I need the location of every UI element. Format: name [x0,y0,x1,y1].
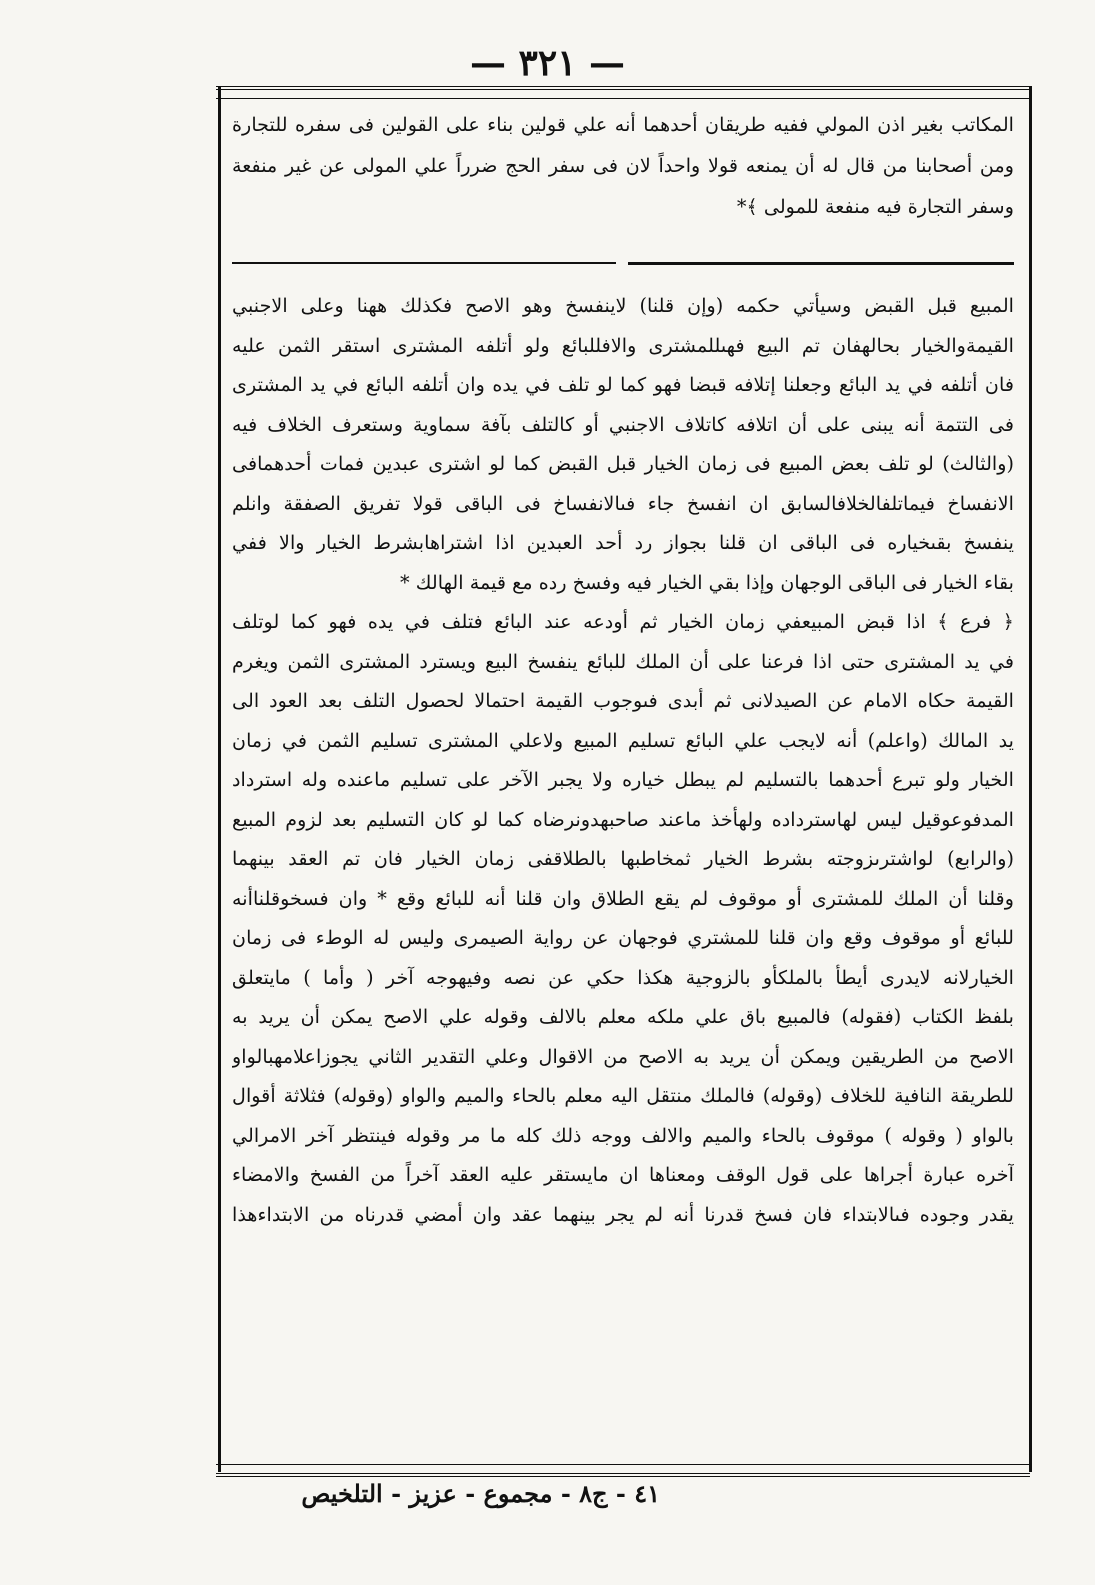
text-line: فان أتلفه في يد البائع وجعلنا إتلافه قبضا فهو كما لو تلف في يده وان أتلفه البائع في يد المشترى [232,373,1014,396]
page-footer: ٤١ - ج٨ - مجموع - عزيز - التلخيص [301,1479,660,1508]
text-line: بقاء الخيار فى الباقى الوجهان وإذا بقي الخيار فيه وفسخ رده مع قيمة الهالك * [400,570,1014,594]
text-line: المدفوعوقيل ليس لهاسترداده ولهأخذ ماعند صاحبهدونرضاه كما لو كان التسليم بعد لزوم المبيع [232,807,1014,831]
text-line: ينفسخ بقىخياره فى الباقى ان قلنا بجواز رد أحد العبدين اذا اشتراهابشرط الخيار والا ففي [232,531,1014,554]
text-line: (والثالث) لو تلف بعض المبيع فى زمان الخيار قبل القبض كما لو اشترى عبدين فمات أحدهمافى [232,452,1014,475]
text-line: الاصح من الطريقين ويمكن أن يريد به الاصح من الاقوال وعلي التقدير الثاني يجوزاعلامهبالواو [232,1044,1014,1068]
text-line: ومن أصحابنا من قال له أن يمنعه قولا واحداً لان فى سفر الحج ضرراً علي المولى عن غير منفعة [232,154,1014,177]
text-line: (والرابع) لواشترىزوجته بشرط الخيار ثمخاطبها بالطلاقفى زمان الخيار فان تم العقد بينهما [232,847,1014,870]
text-line: القيمة حكاه الامام عن الصيدلانى ثم أبدى فىوجوب القيمة احتمالا لحصول التلف بعد العود الى [232,689,1014,712]
text-line: الخيار ولو تبرع أحدهما بالتسليم لم يبطل خياره ولا يجبر الآخر على تسليم ماعنده وله استرداد [232,768,1014,791]
text-line: وسفر التجارة فيه منفعة للمولى ﴾* [736,195,1014,218]
text-line: يقدر وجوده فىالابتداء فان فسخ قدرنا أنه لم يجر بينهما عقد وان أمضي قدرناه من الابتداءهذا [232,1202,1014,1226]
text-line: في يد المشترى حتى اذا فرعنا على أن الملك للبائع ينفسخ البيع ويسترد المشترى الثمن ويغرم [232,649,1014,673]
text-line: فى التتمة أنه يبنى على أن اتلافه كاتلاف الاجنبي أو كالتلف بآفة سماوية وستعرف الخلاف فيه [232,412,1014,436]
text-line: للبائع أو موقوف وقع وان قلنا للمشتري فوجهان عن رواية الصيمرى وليس له الوطء فى زمان [232,926,1014,949]
text-line: يد المالك (واعلم) أنه لايجب علي البائع تسليم المبيع ولاعلي المشترى تسليم الثمن في زمان [232,728,1014,752]
text-line: المبيع قبل القبض وسيأتي حكمه (وإن قلنا) لاينفسخ وهو الاصح فكذلك ههنا وعلى الاجنبي [232,294,1014,317]
text-line: بلفظ الكتاب (فقوله) فالمبيع باق علي ملكه معلم بالالف وقوله علي الاصح يمكن أن يريد به [232,1005,1014,1028]
text-line: المكاتب بغير اذن المولي ففيه طريقان أحدهما أنه علي قولين بناء على القولين فى سفره للتجارة [232,113,1014,136]
top-paragraph [232,104,1014,227]
main-text [232,286,1014,1234]
text-line: الانفساخ فيماتلفالخلافالسابق ان انفسخ جاء فىالانفساخ فى الباقى قولا تفريق الصفقة وانلم [232,491,1014,515]
text-line: القيمةوالخيار بحالهفان تم البيع فهىللمشترى والافللبائع ولو أتلفه المشترى استقر الثمن عليه [232,333,1014,357]
section-divider-right [628,262,1014,265]
frame-top-rule [216,86,1030,99]
text-line: ﴿ فرع ﴾ اذا قبض المبيعفي زمان الخيار ثم أودعه عند البائع فتلف في يده فهو كما لوتلف [232,610,1014,633]
text-line: للطريقة النافية للخلاف (وقوله) فالملك منتقل اليه معلم بالحاء والميم والواو (وقوله) فثلاثة أقوال [232,1084,1014,1107]
text-line: بالواو ( وقوله ) موقوف بالحاء والميم والالف ووجه ذلك كله ما مر وقوله فينتظر آخر الامرالي [232,1123,1014,1147]
section-divider-left [232,262,616,264]
text-line: وقلنا أن الملك للمشترى أو موقوف لم يقع الطلاق وان قلنا أنه للبائع وقع * وان فسخوقلناأنه [232,886,1014,910]
page-number: — ٣٢١ — [469,42,626,84]
text-line: آخره عبارة أجراها على قول الوقف ومعناها ان مايستقر عليه العقد آخراً من الفسخ والامضاء [232,1163,1014,1186]
text-line: الخيارلانه لايدرى أيطأ بالملكأو بالزوجية هكذا حكي عن نصه وفيهوجه آخر ( وأما ) مايتعلق [232,965,1014,989]
